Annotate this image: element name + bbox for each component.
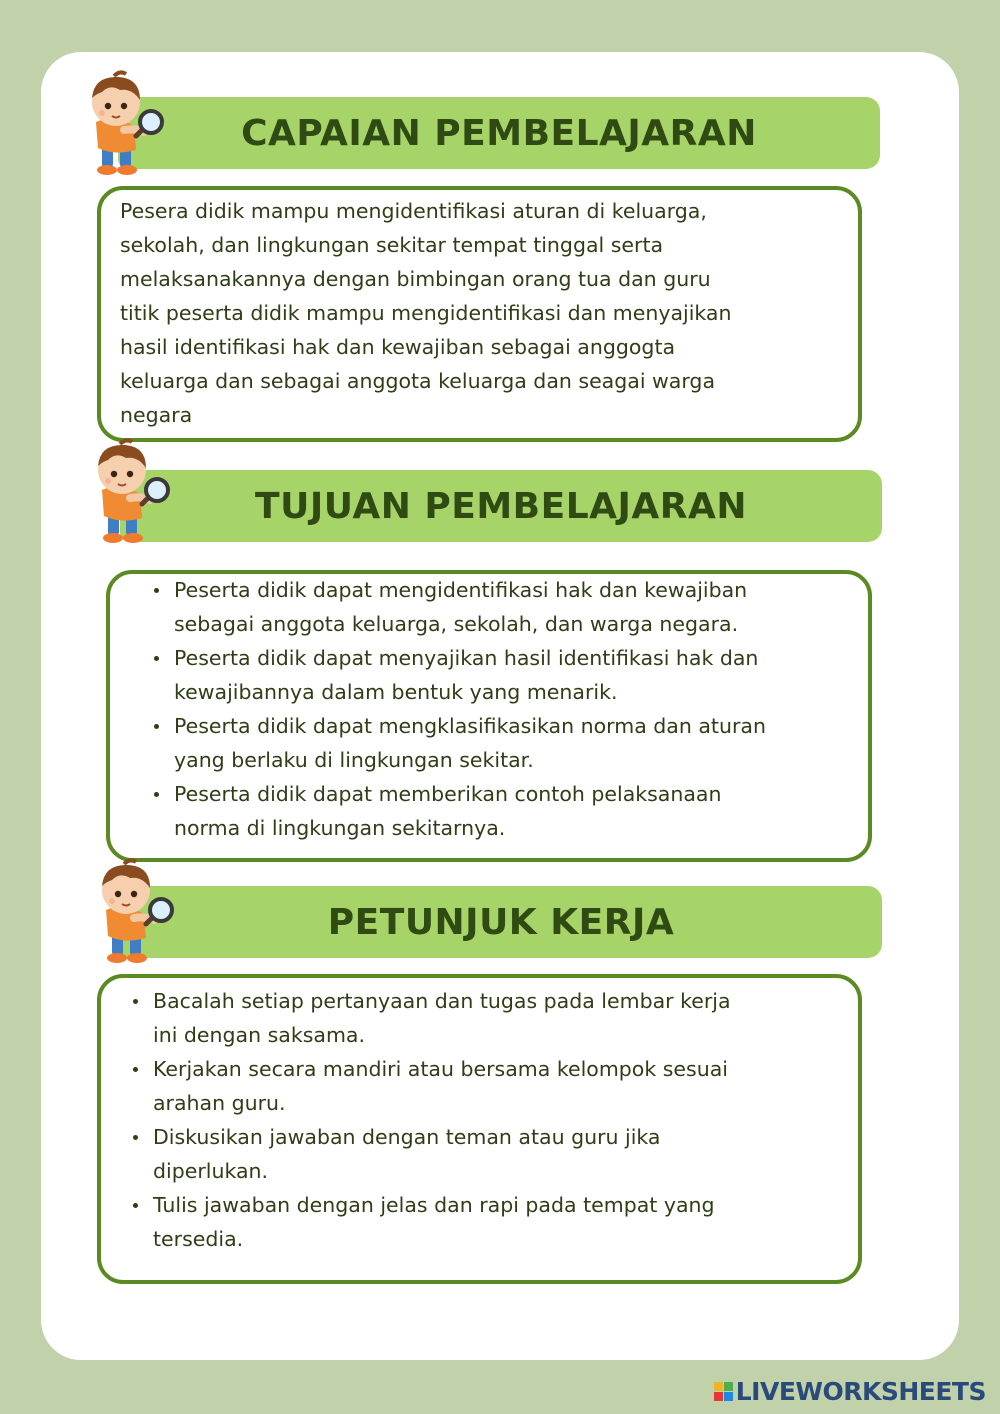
boy-with-magnifier-icon: [84, 858, 176, 968]
list-item: [131, 1188, 848, 1256]
boy-with-magnifier-icon: [74, 70, 166, 180]
list-item: [152, 641, 858, 709]
list-item-line: Diskusikan jawaban dengan teman atau guru jika: [153, 1125, 661, 1149]
list-item: [152, 777, 858, 845]
section-banner-petunjuk: [120, 886, 882, 958]
paragraph-line: melaksanakannya dengan bimbingan orang tua dan guru: [120, 267, 711, 291]
list-item-line: Kerjakan secara mandiri atau bersama kelompok sesuai: [153, 1057, 728, 1081]
paragraph-line: hasil identifikasi hak dan kewajiban sebagai anggogta: [120, 335, 676, 359]
list-item-line: norma di lingkungan sekitarnya.: [174, 816, 506, 840]
list-item-line: kewajibannya dalam bentuk yang menarik.: [174, 680, 618, 704]
tujuan-list-box: [106, 570, 872, 862]
list-item-line: sebagai anggota keluarga, sekolah, dan warga negara.: [174, 612, 739, 636]
paragraph-line: sekolah, dan lingkungan sekitar tempat tinggal serta: [120, 233, 664, 257]
list-item-line: Tulis jawaban dengan jelas dan rapi pada tempat yang: [153, 1193, 715, 1217]
section-title: CAPAIAN PEMBELAJARAN: [241, 112, 757, 154]
list-item-line: yang berlaku di lingkungan sekitar.: [174, 748, 534, 772]
list-item: [131, 1052, 848, 1120]
list-item: [152, 573, 858, 641]
list-item-line: diperlukan.: [153, 1159, 269, 1183]
list-item-line: Bacalah setiap pertanyaan dan tugas pada lembar kerja: [153, 989, 731, 1013]
section-title: TUJUAN PEMBELAJARAN: [255, 485, 747, 527]
list-item-line: arahan guru.: [153, 1091, 286, 1115]
paragraph-line: Pesera didik mampu mengidentifikasi aturan di keluarga,: [120, 199, 707, 223]
petunjuk-list-box: [97, 974, 862, 1284]
section-banner-capaian: [118, 97, 880, 169]
tujuan-list: [152, 573, 858, 845]
section-banner-tujuan: [120, 470, 882, 542]
paragraph-line: keluarga dan sebagai anggota keluarga dan seagai warga: [120, 369, 716, 393]
liveworksheets-watermark[interactable]: [714, 1377, 986, 1406]
list-item-line: Peserta didik dapat menyajikan hasil identifikasi hak dan: [174, 646, 759, 670]
boy-with-magnifier-icon: [80, 438, 172, 548]
list-item: [131, 1120, 848, 1188]
list-item: [152, 709, 858, 777]
list-item-line: Peserta didik dapat mengidentifikasi hak dan kewajiban: [174, 578, 748, 602]
watermark-text: LIVEWORKSHEETS: [735, 1377, 986, 1406]
list-item: [131, 984, 848, 1052]
paragraph-line: titik peserta didik mampu mengidentifikasi dan menyajikan: [120, 301, 732, 325]
capaian-text-box: [97, 186, 862, 442]
capaian-paragraph: [120, 194, 844, 432]
paragraph-line: negara: [120, 403, 193, 427]
petunjuk-list: [131, 984, 848, 1256]
list-item-line: tersedia.: [153, 1227, 244, 1251]
liveworksheets-logo-icon: [714, 1382, 733, 1401]
list-item-line: ini dengan saksama.: [153, 1023, 366, 1047]
list-item-line: Peserta didik dapat memberikan contoh pelaksanaan: [174, 782, 722, 806]
section-title: PETUNJUK KERJA: [327, 901, 675, 943]
list-item-line: Peserta didik dapat mengklasifikasikan norma dan aturan: [174, 714, 766, 738]
